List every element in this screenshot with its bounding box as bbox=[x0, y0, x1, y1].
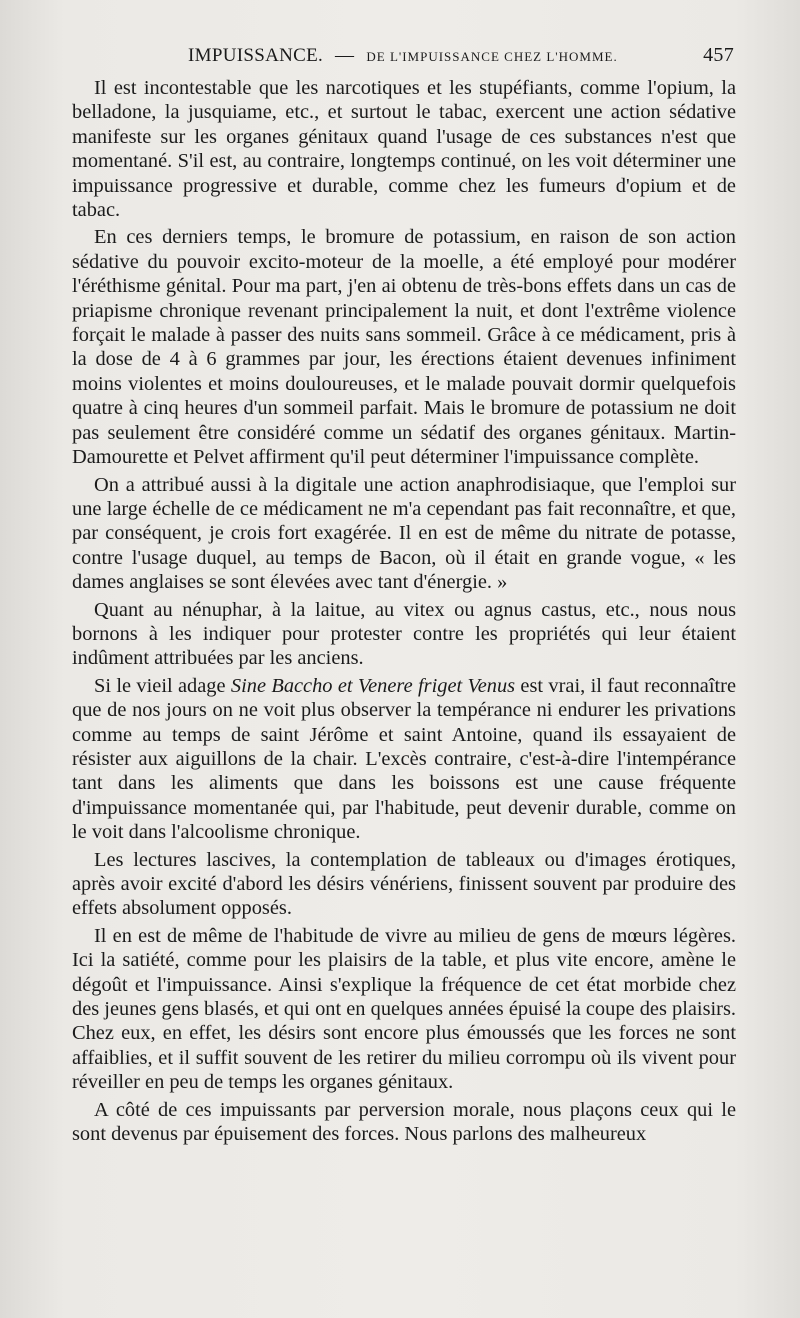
paragraph-narcotics: Il est incontestable que les narcotiques et les stupéfiants, comme l'opium, la belladone, la jusquiame, etc., et surtout le tabac, exercent une action sédative manifeste sur les organes génitaux quand l'usage de ces substances n'est que momentané. S'il est, au contraire, longtemps continué, on les voit déterminer une impuissance progressive et durable, comme chez les fumeurs d'opium et de tabac. bbox=[72, 77, 736, 222]
page-body bbox=[72, 76, 736, 1149]
paragraph-moeurs: Il en est de même de l'habitude de vivre au milieu de gens de mœurs légères. Ici la satiété, comme pour les plaisirs de la table, et plus vite encore, amène le dégoût et l'impuissance. Ainsi s'explique la fréquence de cet état morbide chez des jeunes gens blasés, et qui ont en quelques années épuisé la coupe des plaisirs. Chez eux, en effet, les désirs sont encore plus émoussés que les forces ne sont affaiblies, et il suffit souvent de les retirer du milieu corrompu où ils vivent pour réveiller en peu de temps les organes génitaux. bbox=[72, 924, 736, 1094]
running-title: IMPUISSANCE. bbox=[188, 45, 324, 66]
chapter-subtitle: DE L'IMPUISSANCE CHEZ L'HOMME. bbox=[366, 49, 618, 64]
header-dash: — bbox=[335, 45, 355, 66]
adage-before: Si le vieil adage bbox=[94, 674, 231, 697]
paragraph-nenuphar: Quant au nénuphar, à la laitue, au vitex ou agnus castus, etc., nous nous bornons à les indiquer pour protester contre les propriétés qui leur étaient indûment attribuées par les anciens. bbox=[72, 598, 736, 670]
header-title-group bbox=[188, 45, 618, 67]
paragraph-adage bbox=[72, 674, 736, 845]
paragraph-lectures: Les lectures lascives, la contemplation de tableaux ou d'images érotiques, après avoir excité d'abord les désirs vénériens, finissent souvent par produire des effets absolument opposés. bbox=[72, 848, 736, 920]
running-header bbox=[188, 44, 734, 74]
paragraph-digitalis: On a attribué aussi à la digitale une action anaphrodisiaque, que l'emploi sur une large échelle de ce médicament ne m'a cependant pas fait reconnaître, et que, par conséquent, je crois fort exagérée. Il en est de même du nitrate de potasse, contre l'usage duquel, au temps de Bacon, où il était en grande vogue, « les dames anglaises se sont élevées avec tant d'énergie. » bbox=[72, 473, 736, 594]
adage-after: est vrai, il faut reconnaître que de nos jours on ne voit plus observer la tempérance ni endurer les privations comme au temps de saint Jérôme et saint Antoine, quand ils essayaient de résister aux aiguillons de la chair. L'excès contraire, c'est-à-dire l'intempérance tant dans les aliments que dans les boissons est une cause fréquente d'impuissance momentanée qui, par l'habitude, peut devenir durable, comme on le voit dans l'alcoolisme chronique. bbox=[72, 674, 736, 844]
page-number: 457 bbox=[703, 44, 734, 66]
paragraph-epuisement: A côté de ces impuissants par perversion morale, nous plaçons ceux qui le sont devenus par épuisement des forces. Nous parlons des malheureux bbox=[72, 1098, 736, 1146]
paragraph-bromide: En ces derniers temps, le bromure de potassium, en raison de son action sédative du pouvoir excito-moteur de la moelle, a été employé pour modérer l'éréthisme génital. Pour ma part, j'en ai obtenu de très-bons effets dans un cas de priapisme chronique revenant principalement la nuit, et dont l'extrême violence forçait le malade à passer des nuits sans sommeil. Grâce à ce médicament, pris à la dose de 4 à 6 grammes par jour, les érections étaient devenues infiniment moins violentes et moins douloureuses, et le malade pouvait dormir quelquefois quatre à cinq heures d'un sommeil parfait. Mais le bromure de potassium ne doit pas seulement être considéré comme un sédatif des organes génitaux. Martin-Damourette et Pelvet affirment qu'il peut déterminer l'impuissance complète. bbox=[72, 226, 736, 469]
adage-latin: Sine Baccho et Venere friget Venus bbox=[230, 674, 516, 697]
